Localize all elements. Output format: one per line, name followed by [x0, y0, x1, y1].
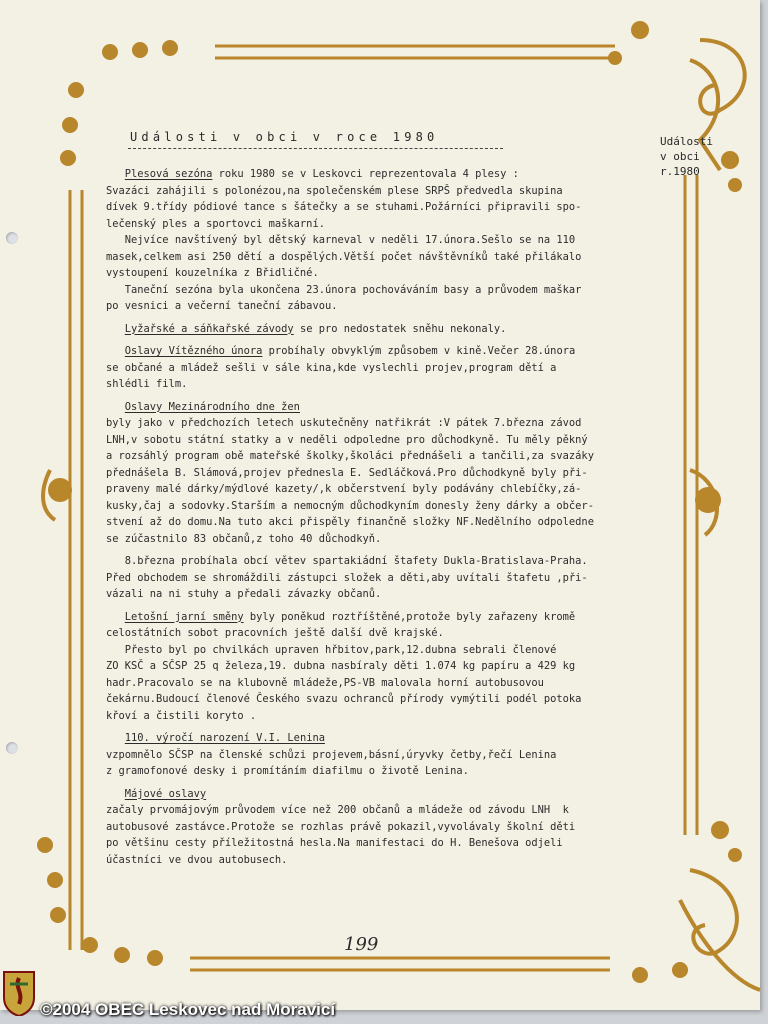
document-title: Události v obci v roce 1980 — [130, 130, 439, 144]
text-line: masek,celkem asi 250 dětí a dospělých.Větší počet návštěvníků také přilákalo — [106, 250, 582, 263]
paragraph-heading: Letošní jarní směny — [124, 610, 244, 623]
text-line — [106, 730, 651, 747]
text-line: celostátních sobot pracovních ještě další dvě krajské. — [106, 627, 444, 639]
text-line: lečenský ples a sportovci maškarní. — [106, 217, 325, 230]
text-line: LNH,v sobotu státní statky a v neděli odpoledne pro důchodkyně. Tu měly pěkný — [106, 433, 588, 446]
text-line: dívek 9.třídy pódiové tance s šátečky a se stuhami.Požárníci připravili spo- — [106, 201, 582, 213]
text-line: vzpomnělo SČSP na členské schůzi projevem,básní,úryvky četby,řečí Lenina — [106, 748, 557, 761]
text-line: účastníci ve dvou autobusech. — [106, 853, 288, 866]
text-line — [106, 609, 651, 626]
paragraph-heading: Plesová sezóna — [124, 168, 213, 180]
village-crest-icon — [2, 970, 36, 1016]
text-segment: probíhaly obvyklým způsobem v kině.Večer 28.února — [262, 345, 576, 357]
text-line: Nejvíce navštívený byl dětský karneval v neděli 17.února.Sešlo se na 110 — [106, 234, 576, 246]
text-segment: se pro nedostatek sněhu nekonaly. — [293, 322, 507, 335]
copyright-footer: ©2004 OBEC Leskovec nad Moravicí — [40, 1000, 336, 1019]
paragraph-heading: Lyžařské a sáňkařské závody — [124, 322, 294, 335]
text-line: byly jako v předchozích letech uskutečněny natřikrát :V pátek 7.března závod — [106, 417, 582, 429]
text-line: kusky,čaj a sodovky.Starším a nemocným důchodkyním donesly ženy dárky a občer- — [106, 499, 594, 512]
text-line: z gramofonové desky i promítáním diafilmu o životě Lenina. — [106, 765, 469, 777]
text-line — [106, 166, 651, 183]
text-line: ZO KSČ a SČSP 25 q železa,19. dubna nasbíraly děti 1.074 kg papíru a 429 kg — [106, 660, 576, 672]
text-line: křoví a čistili koryto . — [106, 709, 257, 722]
text-line: Svazáci zahájili s polonézou,na společenském plese SRPŠ předvedla skupina — [106, 184, 563, 197]
text-line: se zúčastnilo 83 občanů,z toho 40 důchodkyň. — [106, 532, 382, 545]
text-line: shlédli film. — [106, 378, 188, 390]
document-body — [106, 166, 651, 868]
paragraph-heading: Oslavy Vítězného února — [124, 345, 263, 357]
margin-note-line: Události — [660, 135, 713, 148]
text-line: po vesnici a večerní taneční zábavou. — [106, 300, 338, 312]
text-segment: byly poněkud roztříštěné,protože byly zařazeny kromě — [243, 610, 576, 623]
text-line: Před obchodem se shromáždili zástupci složek a děti,aby uvítali štafetu ,při- — [106, 571, 588, 584]
title-underline — [128, 148, 503, 149]
text-line: Taneční sezóna byla ukončena 23.února pochováváním basy a průvodem maškar — [106, 283, 582, 296]
text-line: se občané a mládež sešli v sále kina,kde vyslechli projev,program dětí a — [106, 361, 557, 374]
text-line: hadr.Pracovalo se na klubovně mládeže,PS-VB malovala horní autobusovou — [106, 676, 544, 689]
margin-note-line: r.1980 — [660, 165, 700, 178]
page-number: 199 — [344, 934, 379, 955]
text-line — [106, 399, 651, 416]
text-segment: roku 1980 se v Leskovci reprezentovala 4 plesy : — [212, 168, 519, 180]
text-line: a rozsáhlý program obě mateřské školky,školáci přednášeli a tančili,za svazáky — [106, 450, 594, 462]
text-line — [106, 321, 651, 338]
text-line: po většinu cesty příležitostná hesla.Na manifestaci do H. Benešova odjeli — [106, 837, 563, 849]
text-line: praveny malé dárky/mýdlové kazety/,k občerstvení byly podávány chlebíčky,zá- — [106, 483, 582, 495]
text-line: 8.března probíhala obcí větev spartakiádní štafety Dukla-Bratislava-Praha. — [106, 555, 588, 567]
text-line: čekárnu.Budoucí členové Českého svazu ochranců přírody vymýtili podél potoka — [106, 693, 582, 705]
text-line: vystoupení kouzelníka z Břidličné. — [106, 267, 319, 279]
text-line: vázali na ni stuhy a předali závazky občanů. — [106, 588, 382, 600]
text-line — [106, 343, 651, 360]
margin-note — [660, 134, 713, 179]
paragraph-heading: 110. výročí narození V.I. Lenina — [124, 732, 325, 744]
paragraph-heading: Májové oslavy — [124, 787, 207, 800]
text-line: autobusové zastávce.Protože se rozhlas právě pokazil,vyvolávaly školní děti — [106, 820, 576, 833]
margin-note-line: v obci — [660, 150, 700, 163]
text-line: přednášela B. Slámová,projev přednesla E. Sedláčková.Pro důchodkyně byly při- — [106, 466, 588, 479]
text-line: stvení až do domu.Na tuto akci přispěly finančně složky NF.Nedělního odpoledne — [106, 516, 594, 528]
text-line: Přesto byl po chvilkách upraven hřbitov,park,12.dubna sebrali členové — [106, 643, 557, 656]
text-line: začaly prvomájovým průvodem více než 200 občanů a mládeže od závodu LNH k — [106, 804, 569, 816]
paragraph-heading: Oslavy Mezinárodního dne žen — [124, 400, 300, 413]
text-line — [106, 786, 651, 803]
